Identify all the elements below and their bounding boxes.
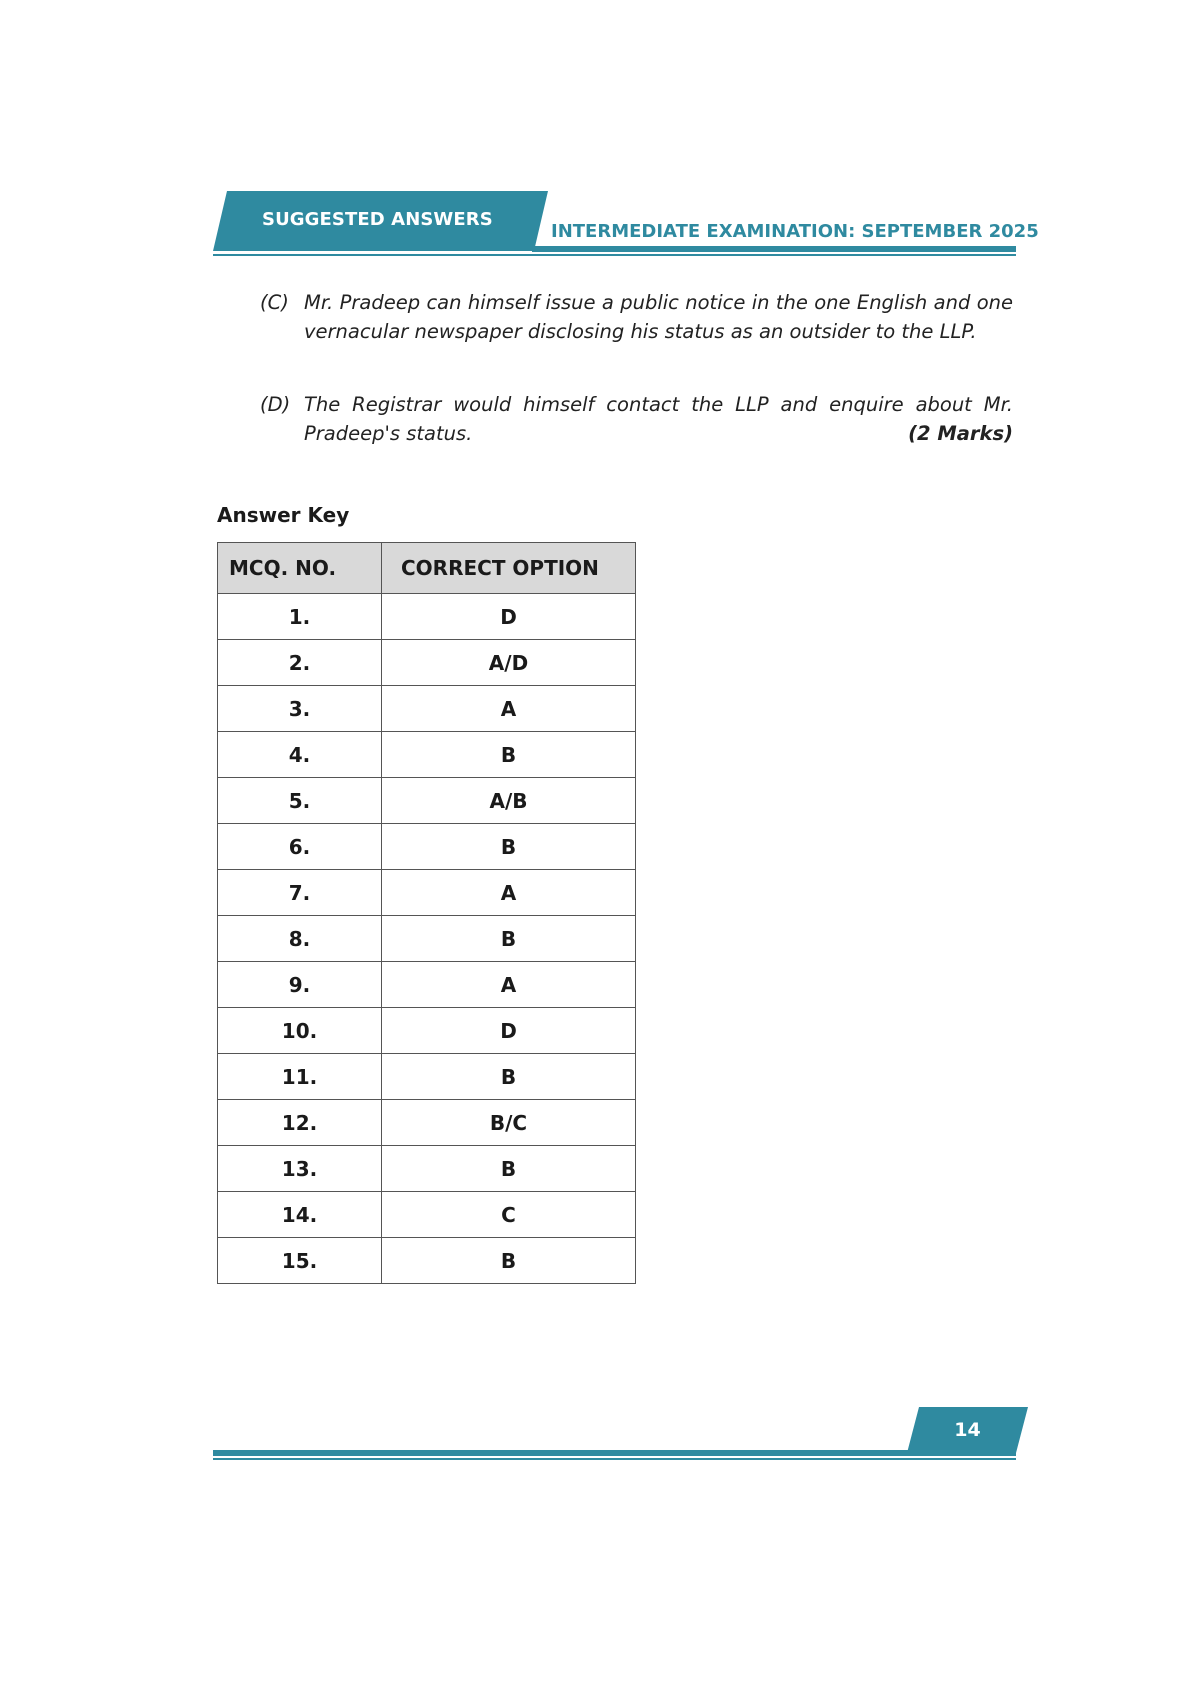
mcq-number: 3. <box>218 686 382 732</box>
mcq-number: 9. <box>218 962 382 1008</box>
page-number: 14 <box>954 1419 981 1441</box>
mcq-number: 12. <box>218 1100 382 1146</box>
mcq-number: 8. <box>218 916 382 962</box>
correct-option: B/C <box>382 1100 636 1146</box>
option-c <box>260 288 1013 346</box>
table-row <box>218 870 636 916</box>
option-c-label: (C) <box>260 291 289 314</box>
header-rule <box>532 246 1016 252</box>
table-row <box>218 732 636 778</box>
correct-option: B <box>382 1238 636 1284</box>
mcq-number: 7. <box>218 870 382 916</box>
correct-option: B <box>382 732 636 778</box>
table-row <box>218 916 636 962</box>
table-row <box>218 1192 636 1238</box>
correct-option: A/D <box>382 640 636 686</box>
correct-option: B <box>382 1054 636 1100</box>
header-rule-thin <box>213 254 1016 256</box>
correct-option: A <box>382 962 636 1008</box>
table-header-row <box>218 543 636 594</box>
header-title: INTERMEDIATE EXAMINATION: SEPTEMBER 2025 <box>551 221 1039 242</box>
option-d <box>260 390 1013 448</box>
mcq-number: 5. <box>218 778 382 824</box>
option-d-label: (D) <box>260 393 291 416</box>
table-row <box>218 686 636 732</box>
correct-option: B <box>382 824 636 870</box>
correct-option: A/B <box>382 778 636 824</box>
table-row <box>218 962 636 1008</box>
column-header-mcq-no: MCQ. NO. <box>218 543 382 594</box>
table-row <box>218 594 636 640</box>
table-row <box>218 1054 636 1100</box>
answer-key-table <box>217 542 636 1284</box>
mcq-number: 2. <box>218 640 382 686</box>
correct-option: A <box>382 870 636 916</box>
mcq-number: 1. <box>218 594 382 640</box>
footer-rule <box>213 1450 1016 1456</box>
correct-option: D <box>382 1008 636 1054</box>
marks-label: (2 Marks) <box>908 422 1013 445</box>
mcq-number: 14. <box>218 1192 382 1238</box>
footer-rule-thin <box>213 1458 1016 1460</box>
option-c-text: Mr. Pradeep can himself issue a public notice in the one English and one vernacular newspaper disclosing his status as an outsider to the LLP. <box>304 291 1013 343</box>
table-row <box>218 1238 636 1284</box>
mcq-number: 15. <box>218 1238 382 1284</box>
correct-option: C <box>382 1192 636 1238</box>
table-row <box>218 1008 636 1054</box>
correct-option: B <box>382 1146 636 1192</box>
table-row <box>218 640 636 686</box>
header-tab-label: SUGGESTED ANSWERS <box>262 209 493 230</box>
mcq-number: 13. <box>218 1146 382 1192</box>
table-row <box>218 1146 636 1192</box>
table-row <box>218 778 636 824</box>
answer-key-heading: Answer Key <box>217 503 350 527</box>
correct-option: A <box>382 686 636 732</box>
mcq-number: 11. <box>218 1054 382 1100</box>
table-row <box>218 824 636 870</box>
table-row <box>218 1100 636 1146</box>
column-header-correct-option: CORRECT OPTION <box>382 543 636 594</box>
mcq-number: 6. <box>218 824 382 870</box>
correct-option: B <box>382 916 636 962</box>
correct-option: D <box>382 594 636 640</box>
option-d-body <box>304 390 1013 448</box>
mcq-number: 10. <box>218 1008 382 1054</box>
mcq-number: 4. <box>218 732 382 778</box>
option-d-text: The Registrar would himself contact the LLP and enquire about Mr. Pradeep's status. <box>304 393 1013 445</box>
